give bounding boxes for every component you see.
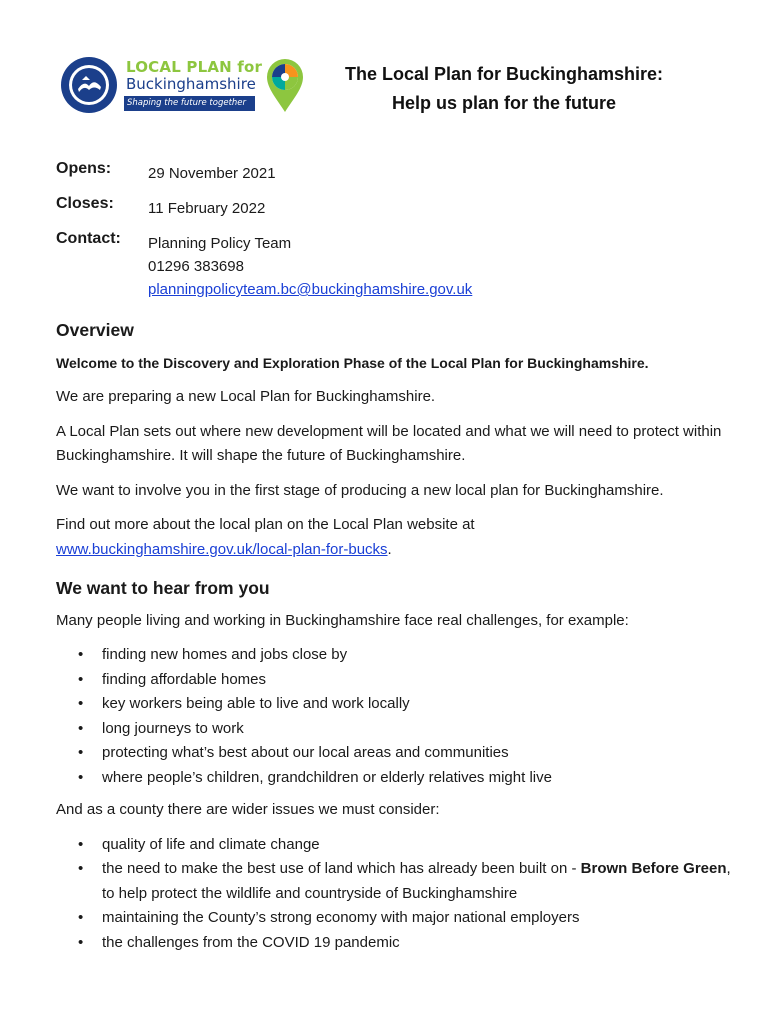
document-body (56, 318, 746, 963)
logo-title-line1: LOCAL PLAN for (126, 58, 263, 76)
brown-before-green-post: , to help protect the wildlife and countryside of Buckinghamshire (102, 860, 731, 902)
list-item (56, 692, 746, 717)
list-item (56, 906, 746, 931)
list-item (56, 741, 746, 766)
overview-heading: Overview (56, 320, 134, 340)
list-item (56, 643, 746, 668)
challenges-list (56, 643, 746, 790)
opens-row (56, 160, 716, 195)
bullet-icon: • (78, 646, 84, 663)
county-issues-intro: And as a county there are wider issues we must consider: (56, 801, 440, 818)
closes-row (56, 195, 716, 230)
bullet-icon: • (78, 835, 84, 853)
list-item (56, 717, 746, 742)
closes-value: 11 February 2022 (148, 200, 266, 217)
bullet-icon: • (78, 670, 84, 688)
local-plan-website-link[interactable]: www.buckinghamshire.gov.uk/local-plan-for-bucks (56, 540, 388, 558)
paragraph-local-plan-definition: A Local Plan sets out where new development will be located and what we will need to protect within Buckinghamshire. It will shape the future of Buckinghamshire. (56, 422, 722, 464)
contact-label: Contact: (56, 230, 121, 247)
contact-email-link[interactable]: planningpolicyteam.bc@buckinghamshire.gov.uk (148, 281, 473, 298)
page-title (304, 60, 704, 118)
bullet-icon: • (78, 933, 84, 951)
list-item-text: key workers being able to live and work locally (102, 695, 410, 712)
find-out-more-text: Find out more about the local plan on the Local Plan website at (56, 516, 475, 533)
contact-team: Planning Policy Team (148, 235, 292, 252)
challenges-intro: Many people living and working in Buckinghamshire face real challenges, for example: (56, 611, 629, 629)
welcome-statement: Welcome to the Discovery and Exploration Phase of the Local Plan for Buckinghamshire. (56, 354, 649, 371)
paragraph-find-out-more (56, 513, 746, 562)
find-out-more-period: . (387, 540, 392, 558)
closes-label: Closes: (56, 195, 114, 212)
bullet-icon: • (78, 860, 84, 877)
brown-before-green-pre: the need to make the best use of land which has already been built on - (102, 860, 581, 877)
logo-tagline: Shaping the future together (124, 96, 255, 111)
logo-title-line2: Buckinghamshire (126, 75, 256, 93)
list-item-text: finding affordable homes (102, 670, 267, 688)
document-header (54, 52, 734, 122)
bullet-icon: • (78, 768, 84, 786)
list-item-text: where people’s children, grandchildren or elderly relatives might live (102, 768, 552, 786)
consultation-details (56, 160, 716, 300)
contact-row (56, 230, 716, 300)
opens-label: Opens: (56, 160, 112, 177)
list-item (56, 857, 746, 906)
map-pin-icon (264, 56, 306, 114)
bullet-icon: • (78, 909, 84, 926)
hear-from-you-heading: We want to hear from you (56, 578, 270, 598)
title-line-1: The Local Plan for Buckinghamshire: (344, 64, 664, 84)
paragraph-involve: We want to involve you in the first stage of producing a new local plan for Buckinghamshire. (56, 481, 664, 499)
opens-value: 29 November 2021 (148, 165, 276, 182)
contact-details (148, 232, 472, 301)
council-seal-logo (60, 56, 118, 114)
list-item-text: maintaining the County’s strong economy with major national employers (102, 909, 580, 926)
list-item-text: finding new homes and jobs close by (102, 646, 348, 663)
title-line-2: Help us plan for the future (391, 93, 616, 113)
county-issues-list (56, 833, 746, 956)
bullet-icon: • (78, 744, 84, 761)
bullet-icon: • (78, 719, 84, 737)
list-item-text: protecting what’s best about our local areas and communities (102, 744, 509, 761)
list-item (56, 668, 746, 693)
list-item-text: quality of life and climate change (102, 835, 320, 853)
bullet-icon: • (78, 695, 84, 712)
brown-before-green-emphasis: Brown Before Green (580, 860, 727, 877)
paragraph-preparing: We are preparing a new Local Plan for Buckinghamshire. (56, 388, 436, 405)
list-item (56, 833, 746, 858)
list-item (56, 931, 746, 956)
list-item-text: the challenges from the COVID 19 pandemic (102, 933, 400, 951)
list-item (56, 766, 746, 791)
contact-phone: 01296 383698 (148, 258, 244, 275)
list-item-text: long journeys to work (102, 719, 244, 737)
